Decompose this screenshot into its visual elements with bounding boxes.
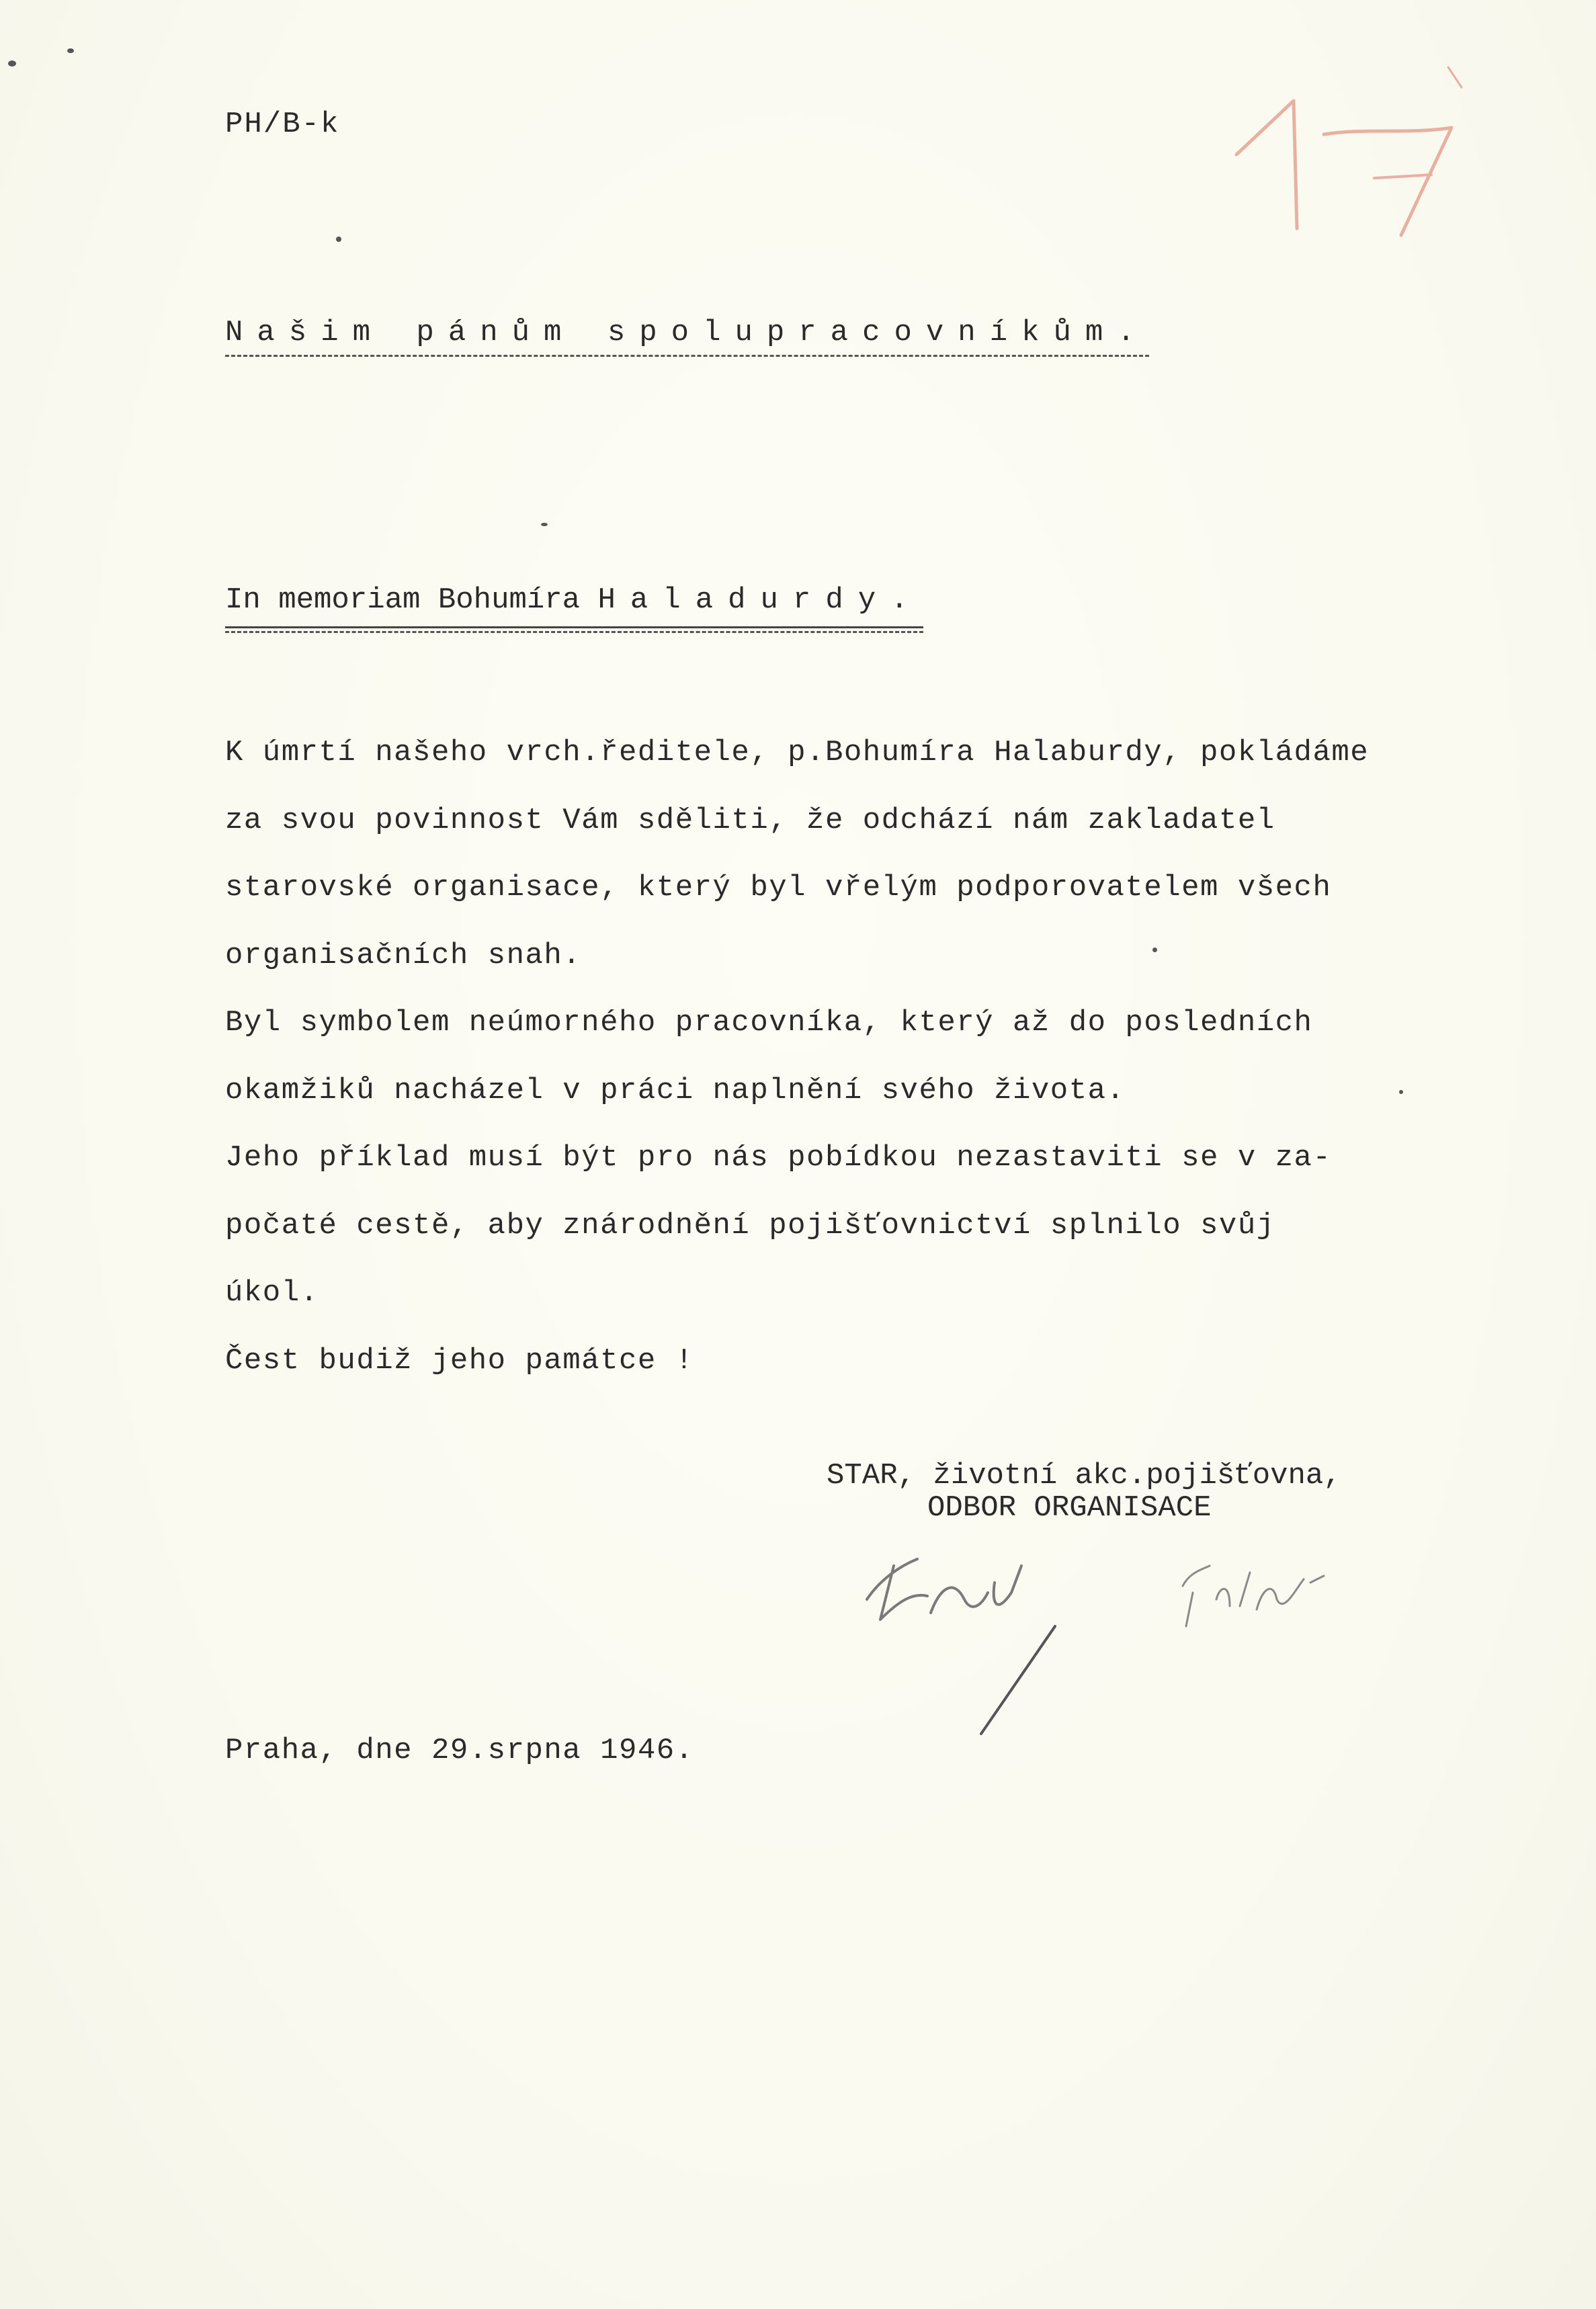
body-line: Jeho příklad musí být pro nás pobídkou nezastaviti se v za- (225, 1141, 1332, 1175)
department-name: ODBOR ORGANISACE (927, 1491, 1212, 1525)
body-line: úkol. (225, 1276, 319, 1310)
body-line: počaté cestě, aby znárodnění pojišťovnictví splnilo svůj (225, 1208, 1275, 1243)
body-line: starovské organisace, který byl vřelým podporovatelem všech (225, 871, 1332, 905)
date-line: Praha, dne 29.srpna 1946. (225, 1734, 694, 1767)
page-number-handwritten (1230, 27, 1485, 242)
ink-speck (1399, 1090, 1403, 1094)
body-line: K úmrtí našeho vrch.ředitele, p.Bohumíra Halaburdy, pokládáme (225, 736, 1370, 769)
signature-block (827, 1460, 1341, 1524)
reference-code: PH/B-k (225, 108, 340, 141)
ink-speck (336, 237, 341, 242)
memoriam-prefix: In memoriam Bohumíra (225, 583, 581, 617)
body-line: Byl symbolem neúmorného pracovníka, který až do posledních (225, 1006, 1313, 1040)
ink-speck (67, 48, 74, 53)
handwritten-signatures (853, 1519, 1364, 1747)
body-line: okamžiků nacházel v práci naplnění svého života. (225, 1073, 1126, 1107)
letter-body (225, 719, 1502, 1394)
body-line: organisačních snah. (225, 938, 582, 972)
memoriam-surname: Haladurdy. (597, 583, 923, 617)
body-line: za svou povinnost Vám sděliti, že odchází nám zakladatel (225, 803, 1275, 837)
ink-speck (8, 60, 16, 67)
body-line: Čest budiž jeho památce ! (225, 1343, 694, 1378)
memoriam-title (225, 583, 923, 628)
heading-addressees: Našim pánům spolupracovníkům. (225, 316, 1149, 357)
ink-speck (541, 523, 548, 526)
ink-speck (1152, 948, 1157, 952)
company-name: STAR, životní akc.pojišťovna, (827, 1459, 1341, 1493)
